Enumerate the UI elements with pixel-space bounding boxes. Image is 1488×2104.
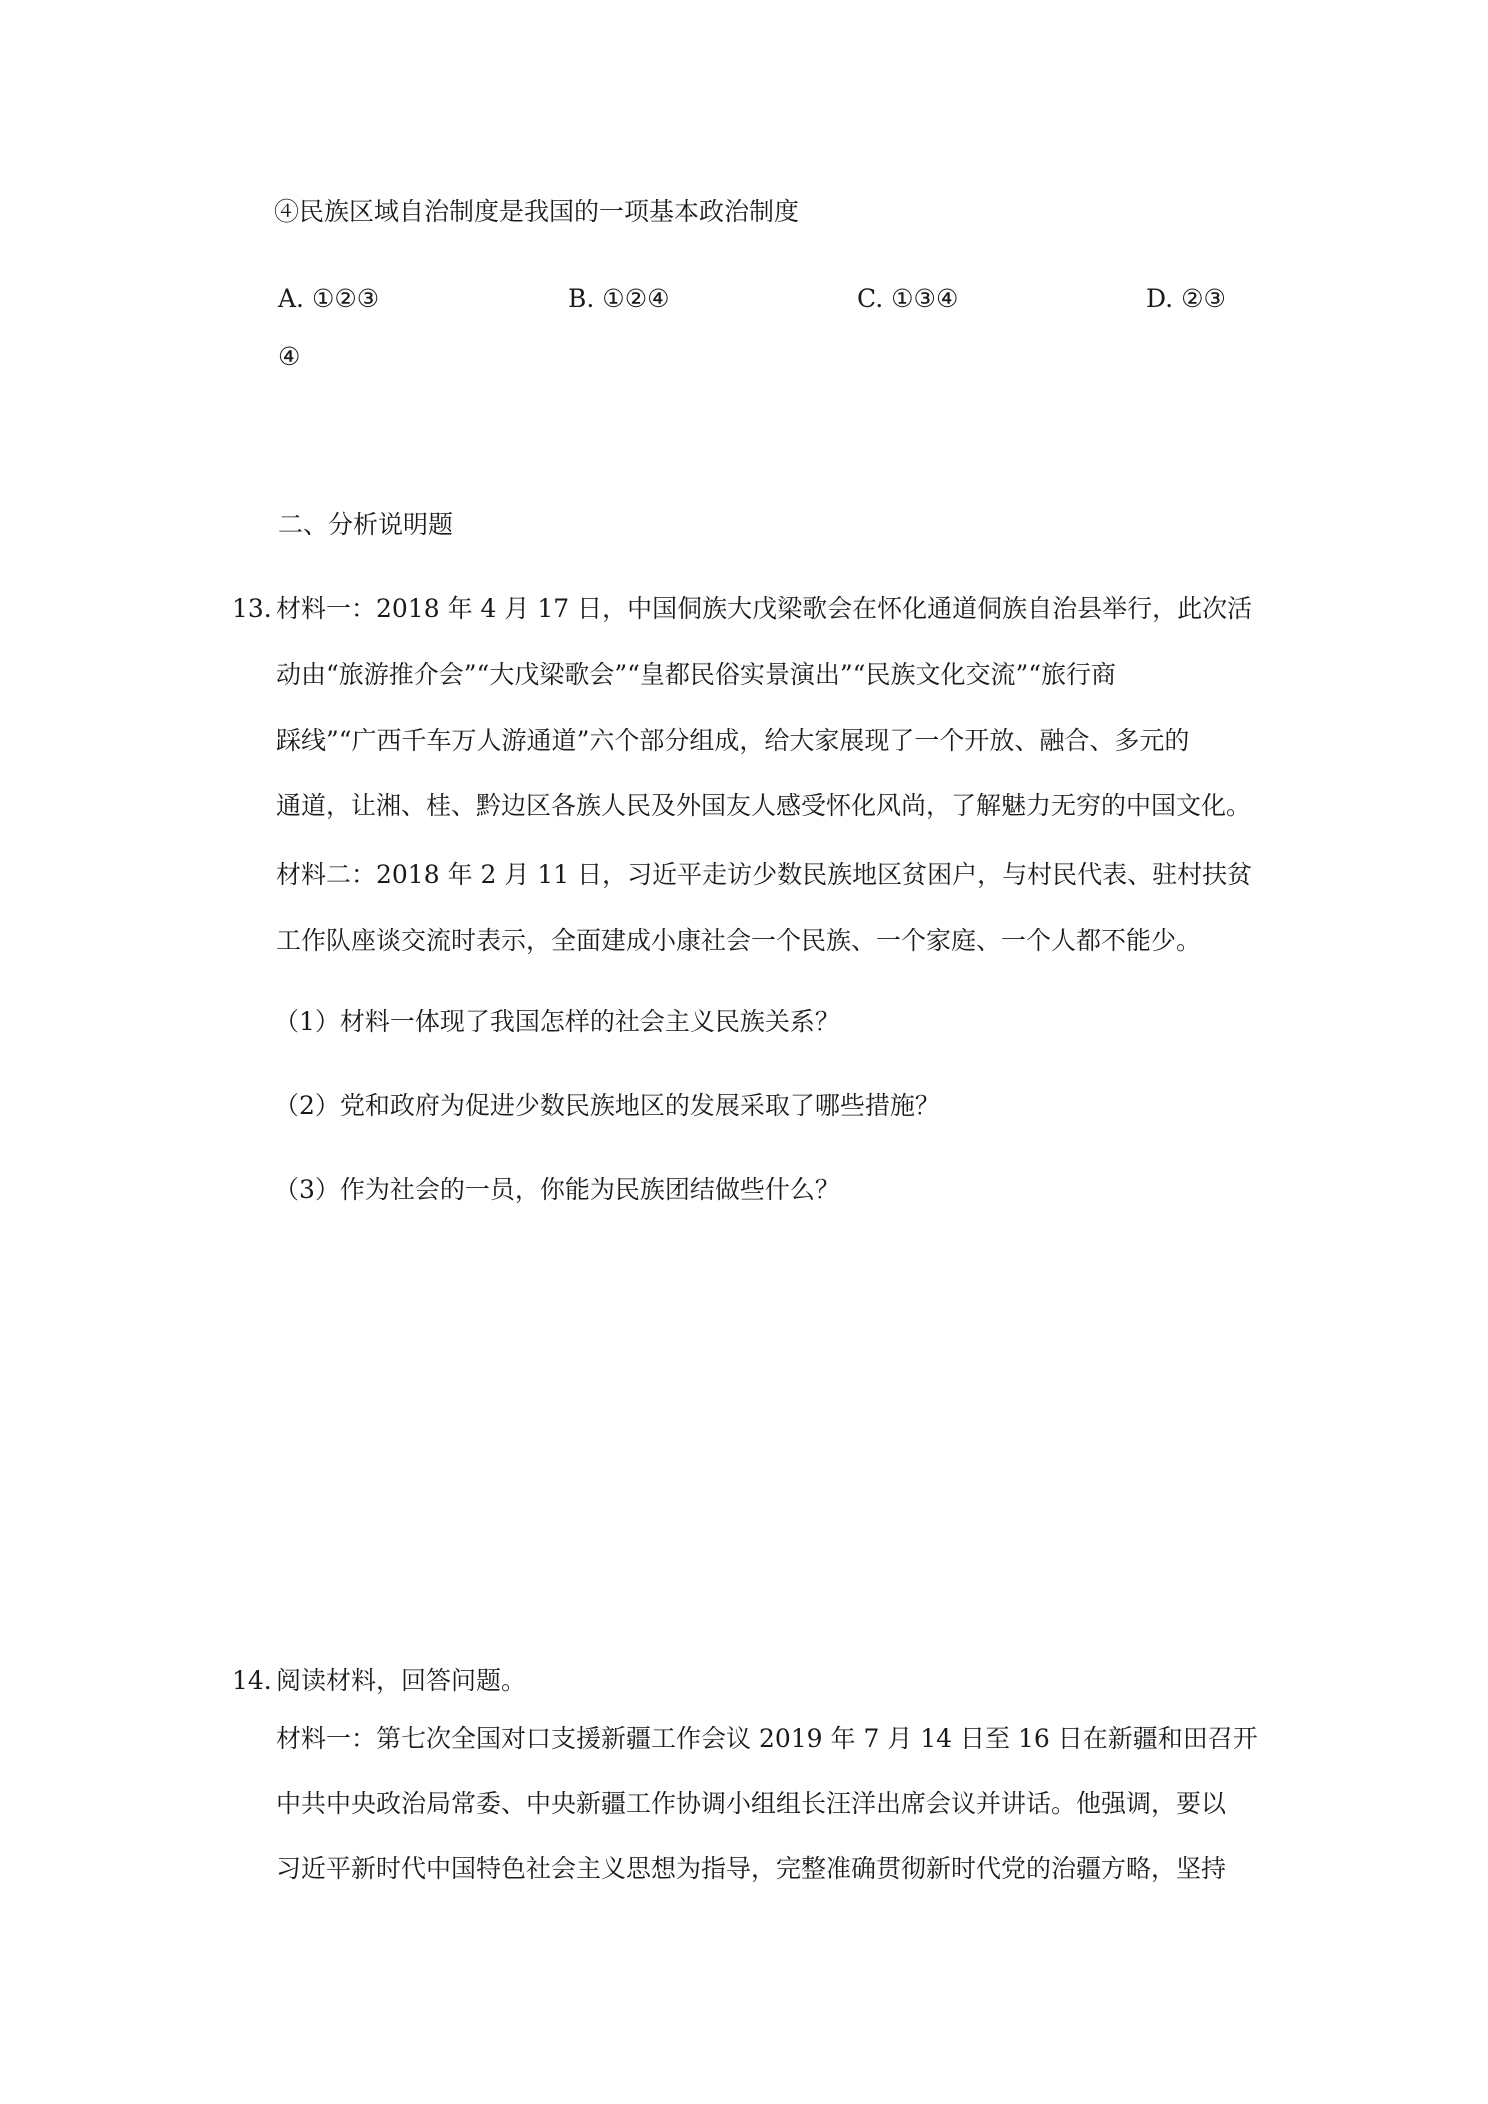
q12-option-b [568,282,670,316]
q13-number: 13. [232,594,272,623]
q12-option-a [278,282,379,316]
q12-option-d-wrap: ④ [278,342,301,371]
option-label: A. [278,284,305,313]
paragraph-line: 踩线”“广西千车万人游通道”六个部分组成，给大家展现了一个开放、融合、多元的 [276,726,1190,755]
option-value: ①③④ [891,284,959,313]
paragraph-line: 工作队座谈交流时表示，全面建成小康社会一个民族、一个家庭、一个人都不能少。 [276,926,1202,955]
paragraph-line: 习近平新时代中国特色社会主义思想为指导，完整准确贯彻新时代党的治疆方略，坚持 [276,1854,1227,1883]
q13-subquestion-1: （1）材料一体现了我国怎样的社会主义民族关系？ [274,1007,840,1036]
option-label: B. [568,284,595,313]
option-label: D. [1146,284,1174,313]
q13-subquestion-2: （2）党和政府为促进少数民族地区的发展采取了哪些措施？ [274,1091,940,1120]
option-value: ②③ [1181,284,1226,313]
q12-option-c [857,282,958,316]
paragraph-line: 材料一：2018 年 4 月 17 日，中国侗族大戊梁歌会在怀化通道侗族自治县举行，此次活 [276,594,1253,623]
q12-option-d [1146,282,1226,316]
paragraph-line: 材料二：2018 年 2 月 11 日，习近平走访少数民族地区贫困户，与村民代表、驻村扶贫 [276,860,1253,889]
option-value: ①②③ [311,284,380,313]
section-title: 二、分析说明题 [278,510,454,539]
paragraph-line: 动由“旅游推介会”“大戊梁歌会”“皇都民俗实景演出”“民族文化交流”“旅行商 [276,660,1117,689]
q13-subquestion-3: （3）作为社会的一员，你能为民族团结做些什么？ [274,1175,840,1204]
option-label: C. [857,284,884,313]
paragraph-line: 中共中央政治局常委、中央新疆工作协调小组组长汪洋出席会议并讲话。他强调，要以 [276,1789,1227,1818]
paragraph-line: 通道，让湘、桂、黔边区各族人民及外国友人感受怀化风尚，了解魅力无穷的中国文化。 [276,791,1252,820]
q14-intro: 阅读材料，回答问题。 [276,1666,527,1695]
q14-number: 14. [232,1666,272,1695]
paragraph-line: 材料一：第七次全国对口支援新疆工作会议 2019 年 7 月 14 日至 16 日在新疆和田召开 [276,1724,1258,1753]
option-value: ①②④ [602,284,670,313]
q12-statement-4: ④民族区域自治制度是我国的一项基本政治制度 [274,197,800,226]
